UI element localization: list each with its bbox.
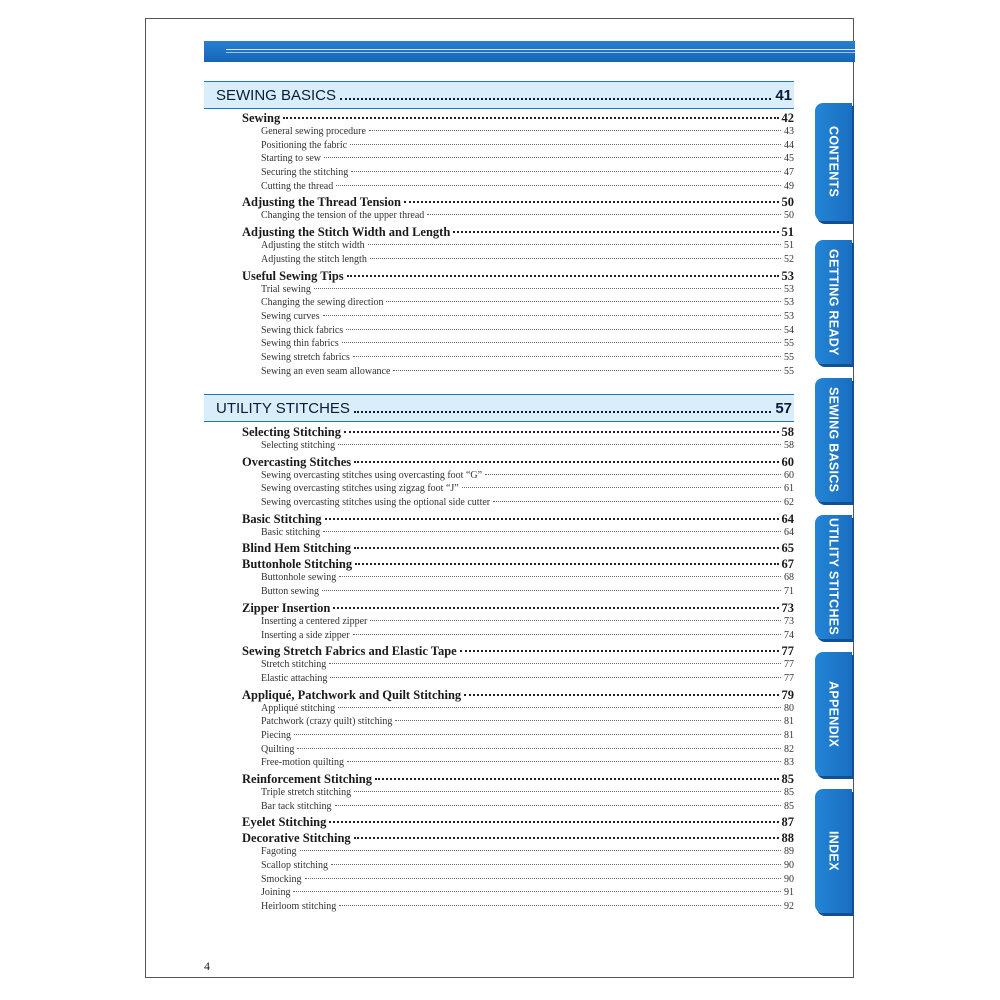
toc-section-utility-stitches [204, 394, 794, 914]
entry-page: 65 [781, 541, 794, 556]
entry-title: Sewing an even seam allowance [261, 365, 391, 377]
toc-heading[interactable] [204, 512, 794, 526]
toc-subentry[interactable] [204, 900, 794, 914]
section-header[interactable] [204, 394, 794, 422]
entry-page: 68 [784, 572, 794, 584]
toc-subentry[interactable] [204, 756, 794, 770]
toc-subentry[interactable] [204, 672, 794, 686]
toc-subentry[interactable] [204, 729, 794, 743]
entry-title: Positioning the fabric [261, 139, 348, 151]
entry-page: 77 [784, 672, 794, 684]
toc-subentry[interactable] [204, 526, 794, 540]
entry-title: Sewing overcasting stitches using the optional side cutter [261, 497, 491, 509]
entry-page: 74 [784, 629, 794, 641]
entry-title: Sewing Stretch Fabrics and Elastic Tape [242, 644, 457, 659]
toc-subentry[interactable] [204, 139, 794, 153]
toc-subentry[interactable] [204, 743, 794, 757]
entry-page: 64 [781, 511, 794, 526]
entry-page: 55 [784, 365, 794, 377]
dot-leader [485, 474, 781, 475]
entry-page: 51 [781, 225, 794, 240]
dot-leader [297, 748, 781, 749]
dot-leader [347, 761, 781, 762]
dot-leader [346, 329, 781, 330]
dot-leader [323, 531, 781, 532]
dot-leader [493, 501, 781, 502]
entry-page: 89 [784, 846, 794, 858]
entry-title: Basic Stitching [242, 511, 322, 526]
entry-page: 67 [781, 557, 794, 572]
toc-subentry[interactable] [204, 351, 794, 365]
entry-page: 80 [784, 702, 794, 714]
toc-heading[interactable] [204, 815, 794, 829]
toc-subentry[interactable] [204, 152, 794, 166]
dot-leader [300, 850, 781, 851]
toc-subentry[interactable] [204, 439, 794, 453]
entry-title: Trial sewing [261, 283, 311, 295]
entry-page: 50 [781, 195, 794, 210]
entry-title: Changing the sewing direction [261, 297, 384, 309]
entry-page: 87 [781, 815, 794, 830]
entry-page: 43 [784, 126, 794, 137]
entry-page: 58 [781, 425, 794, 439]
entry-page: 54 [784, 324, 794, 336]
entry-page: 47 [784, 167, 794, 179]
toc-subentry[interactable] [204, 482, 794, 496]
dot-leader [351, 171, 781, 172]
toc-subentry[interactable] [204, 337, 794, 351]
entry-title: Eyelet Stitching [242, 815, 327, 830]
toc-subentry[interactable] [204, 886, 794, 900]
toc-heading[interactable] [204, 601, 794, 615]
entry-page: 85 [781, 772, 794, 786]
section-page: 41 [775, 86, 792, 104]
dot-leader [330, 677, 781, 678]
entry-title: Inserting a side zipper [261, 629, 350, 641]
entry-page: 73 [781, 600, 794, 615]
toc-subentry[interactable] [204, 239, 794, 253]
entry-title: Appliqué stitching [261, 702, 336, 714]
tab-appendix[interactable]: APPENDIX [815, 652, 852, 776]
entry-page: 58 [784, 440, 794, 451]
dot-leader [342, 342, 781, 343]
entry-page: 49 [784, 180, 794, 192]
tab-sewing-basics[interactable]: SEWING BASICS [815, 378, 852, 502]
toc-heading[interactable] [204, 831, 794, 845]
section-title: SEWING BASICS [216, 86, 337, 104]
entry-title: Inserting a centered zipper [261, 615, 368, 627]
entry-title: Securing the stitching [261, 167, 349, 179]
entry-title: Overcasting Stitches [242, 454, 352, 469]
dot-leader [354, 547, 778, 549]
tab-index[interactable]: INDEX [815, 789, 852, 913]
dot-leader [293, 891, 781, 892]
entry-page: 88 [781, 831, 794, 846]
entry-title: Adjusting the stitch width [261, 240, 365, 252]
entry-page: 53 [781, 268, 794, 283]
section-header[interactable] [204, 81, 794, 109]
entry-title: Sewing stretch fabrics [261, 351, 350, 363]
section-title: UTILITY STITCHES [216, 399, 350, 417]
toc-subentry[interactable] [204, 585, 794, 599]
section-page: 57 [775, 399, 792, 417]
toc-subentry[interactable] [204, 658, 794, 672]
entry-title: Adjusting the Thread Tension [242, 195, 401, 210]
entry-title: Adjusting the stitch length [261, 253, 367, 265]
entry-page: 85 [784, 787, 794, 798]
entry-page: 52 [784, 253, 794, 265]
entry-page: 55 [784, 338, 794, 350]
dot-leader [369, 130, 781, 131]
entry-page: 73 [784, 615, 794, 627]
entry-title: Reinforcement Stitching [242, 772, 372, 786]
dot-leader [354, 837, 779, 839]
toc-subentry[interactable] [204, 324, 794, 338]
toc-subentry[interactable] [204, 800, 794, 814]
toc-subentry[interactable] [204, 125, 794, 139]
entry-title: Sewing curves [261, 310, 320, 322]
toc-heading[interactable] [204, 772, 794, 786]
entry-title: Elastic attaching [261, 672, 328, 684]
dot-leader [338, 707, 781, 708]
entry-title: Decorative Stitching [242, 831, 351, 846]
entry-page: 90 [784, 860, 794, 872]
section-tabs [815, 0, 855, 1000]
entry-title: Sewing overcasting stitches using overcasting foot “G” [261, 469, 483, 481]
entry-title: Basic stitching [261, 526, 321, 538]
entry-title: Buttonhole Stitching [242, 557, 353, 572]
toc-subentry[interactable] [204, 629, 794, 643]
dot-leader [325, 518, 779, 520]
entry-page: 62 [784, 497, 794, 509]
dot-leader [393, 370, 781, 371]
toc-subentry[interactable] [204, 310, 794, 324]
entry-page: 60 [784, 469, 794, 481]
manual-page [145, 18, 854, 978]
dot-leader [344, 431, 779, 433]
dot-leader [353, 356, 781, 357]
entry-title: Heirloom stitching [261, 901, 337, 913]
toc-subentry[interactable] [204, 615, 794, 629]
dot-leader [283, 117, 778, 119]
toc-heading[interactable] [204, 425, 794, 439]
dot-leader [336, 185, 781, 186]
entry-title: Buttonhole sewing [261, 572, 337, 584]
dot-leader [350, 144, 781, 145]
entry-page: 53 [784, 283, 794, 295]
entry-page: 60 [781, 454, 794, 469]
entry-title: Free-motion quilting [261, 757, 345, 769]
dot-leader [355, 563, 778, 565]
toc-subentry[interactable] [204, 469, 794, 483]
entry-title: Sewing thick fabrics [261, 324, 344, 336]
dot-leader [294, 734, 781, 735]
tab-utility-stitches[interactable]: UTILITY STITCHES [815, 515, 852, 639]
entry-title: Starting to sew [261, 153, 321, 165]
dot-leader [329, 663, 781, 664]
entry-page: 81 [784, 729, 794, 741]
entry-page: 77 [781, 644, 794, 659]
entry-title: Joining [261, 887, 291, 899]
dot-leader [329, 821, 778, 823]
entry-page: 53 [784, 310, 794, 322]
entry-page: 83 [784, 757, 794, 769]
entry-title: Sewing [242, 111, 281, 125]
toc-heading[interactable] [204, 455, 794, 469]
dot-leader [338, 444, 781, 445]
entry-title: Quilting [261, 743, 295, 755]
entry-page: 81 [784, 716, 794, 728]
entry-title: Blind Hem Stitching [242, 541, 352, 556]
toc-heading[interactable] [204, 644, 794, 658]
toc-heading[interactable] [204, 111, 794, 125]
dot-leader [323, 315, 781, 316]
toc-subentry[interactable] [204, 496, 794, 510]
toc-subentry[interactable] [204, 365, 794, 379]
entry-title: Piecing [261, 729, 291, 741]
entry-page: 64 [784, 526, 794, 538]
toc-heading[interactable] [204, 225, 794, 239]
dot-leader [305, 878, 781, 879]
dot-leader [370, 258, 781, 259]
toc-subentry[interactable] [204, 845, 794, 859]
dot-leader [464, 694, 778, 696]
entry-title: Scallop stitching [261, 860, 328, 872]
page-number: 4 [204, 959, 210, 973]
toc-subentry[interactable] [204, 253, 794, 267]
entry-title: Smocking [261, 873, 302, 885]
entry-page: 61 [784, 483, 794, 495]
entry-page: 45 [784, 153, 794, 165]
dot-leader [347, 275, 779, 277]
entry-title: Adjusting the Stitch Width and Length [242, 225, 451, 240]
dot-leader [462, 487, 781, 488]
entry-page: 50 [784, 210, 794, 222]
entry-title: Bar tack stitching [261, 800, 332, 812]
entry-page: 92 [784, 901, 794, 913]
entry-title: Useful Sewing Tips [242, 268, 344, 283]
entry-title: Triple stretch stitching [261, 787, 352, 798]
dot-leader [314, 288, 781, 289]
entry-page: 85 [784, 800, 794, 812]
entry-page: 71 [784, 586, 794, 598]
entry-page: 77 [784, 659, 794, 671]
entry-page: 42 [781, 111, 794, 125]
dot-leader [453, 231, 778, 233]
entry-title: Fagoting [261, 846, 297, 858]
entry-title: Cutting the thread [261, 180, 334, 192]
entry-page: 51 [784, 240, 794, 252]
dot-leader [404, 201, 779, 203]
entry-title: Button sewing [261, 586, 320, 598]
entry-title: Sewing thin fabrics [261, 338, 339, 350]
entry-page: 55 [784, 351, 794, 363]
entry-title: Changing the tension of the upper thread [261, 210, 425, 222]
toc-subentry[interactable] [204, 166, 794, 180]
toc-subentry[interactable] [204, 571, 794, 585]
entry-page: 79 [781, 687, 794, 702]
dot-leader [370, 620, 781, 621]
dot-leader [460, 650, 779, 652]
entry-title: Zipper Insertion [242, 600, 331, 615]
dot-leader [353, 634, 781, 635]
entry-title: Appliqué, Patchwork and Quilt Stitching [242, 687, 462, 702]
entry-title: General sewing procedure [261, 126, 366, 137]
dot-leader [335, 805, 781, 806]
toc-subentry[interactable] [204, 283, 794, 297]
toc-subentry[interactable] [204, 296, 794, 310]
toc-subentry[interactable] [204, 873, 794, 887]
dot-leader [395, 720, 781, 721]
dot-leader [333, 607, 778, 609]
entry-title: Patchwork (crazy quilt) stitching [261, 716, 393, 728]
header-bar [204, 41, 855, 62]
dot-leader [339, 905, 781, 906]
dot-leader [331, 864, 781, 865]
dot-leader [427, 214, 781, 215]
entry-title: Selecting Stitching [242, 425, 341, 439]
tab-getting-ready[interactable]: GETTING READY [815, 240, 852, 364]
toc-heading[interactable] [204, 195, 794, 209]
toc-subentry[interactable] [204, 859, 794, 873]
dot-leader [368, 244, 781, 245]
tab-contents[interactable]: CONTENTS [815, 103, 852, 221]
entry-page: 90 [784, 873, 794, 885]
dot-leader [354, 791, 781, 792]
dot-leader [386, 301, 781, 302]
toc-heading[interactable] [204, 269, 794, 283]
entry-page: 53 [784, 297, 794, 309]
entry-page: 82 [784, 743, 794, 755]
entry-title: Sewing overcasting stitches using zigzag foot “J” [261, 483, 459, 495]
entry-title: Selecting stitching [261, 440, 336, 451]
dot-leader [324, 157, 781, 158]
toc-heading[interactable] [204, 557, 794, 571]
toc-subentry[interactable] [204, 786, 794, 800]
dot-leader [375, 778, 779, 780]
entry-title: Stretch stitching [261, 659, 327, 671]
dot-leader [339, 576, 781, 577]
toc-subentry[interactable] [204, 180, 794, 194]
toc-subentry[interactable] [204, 209, 794, 223]
entry-page: 44 [784, 139, 794, 151]
dot-leader [322, 590, 781, 591]
toc-subentry[interactable] [204, 715, 794, 729]
toc-entries [204, 111, 794, 378]
entry-page: 91 [784, 887, 794, 899]
toc-subentry[interactable] [204, 702, 794, 716]
toc-entries [204, 425, 794, 914]
toc-heading[interactable] [204, 688, 794, 702]
toc-section-sewing-basics [204, 81, 794, 378]
toc-heading[interactable] [204, 541, 794, 555]
dot-leader [354, 461, 778, 463]
